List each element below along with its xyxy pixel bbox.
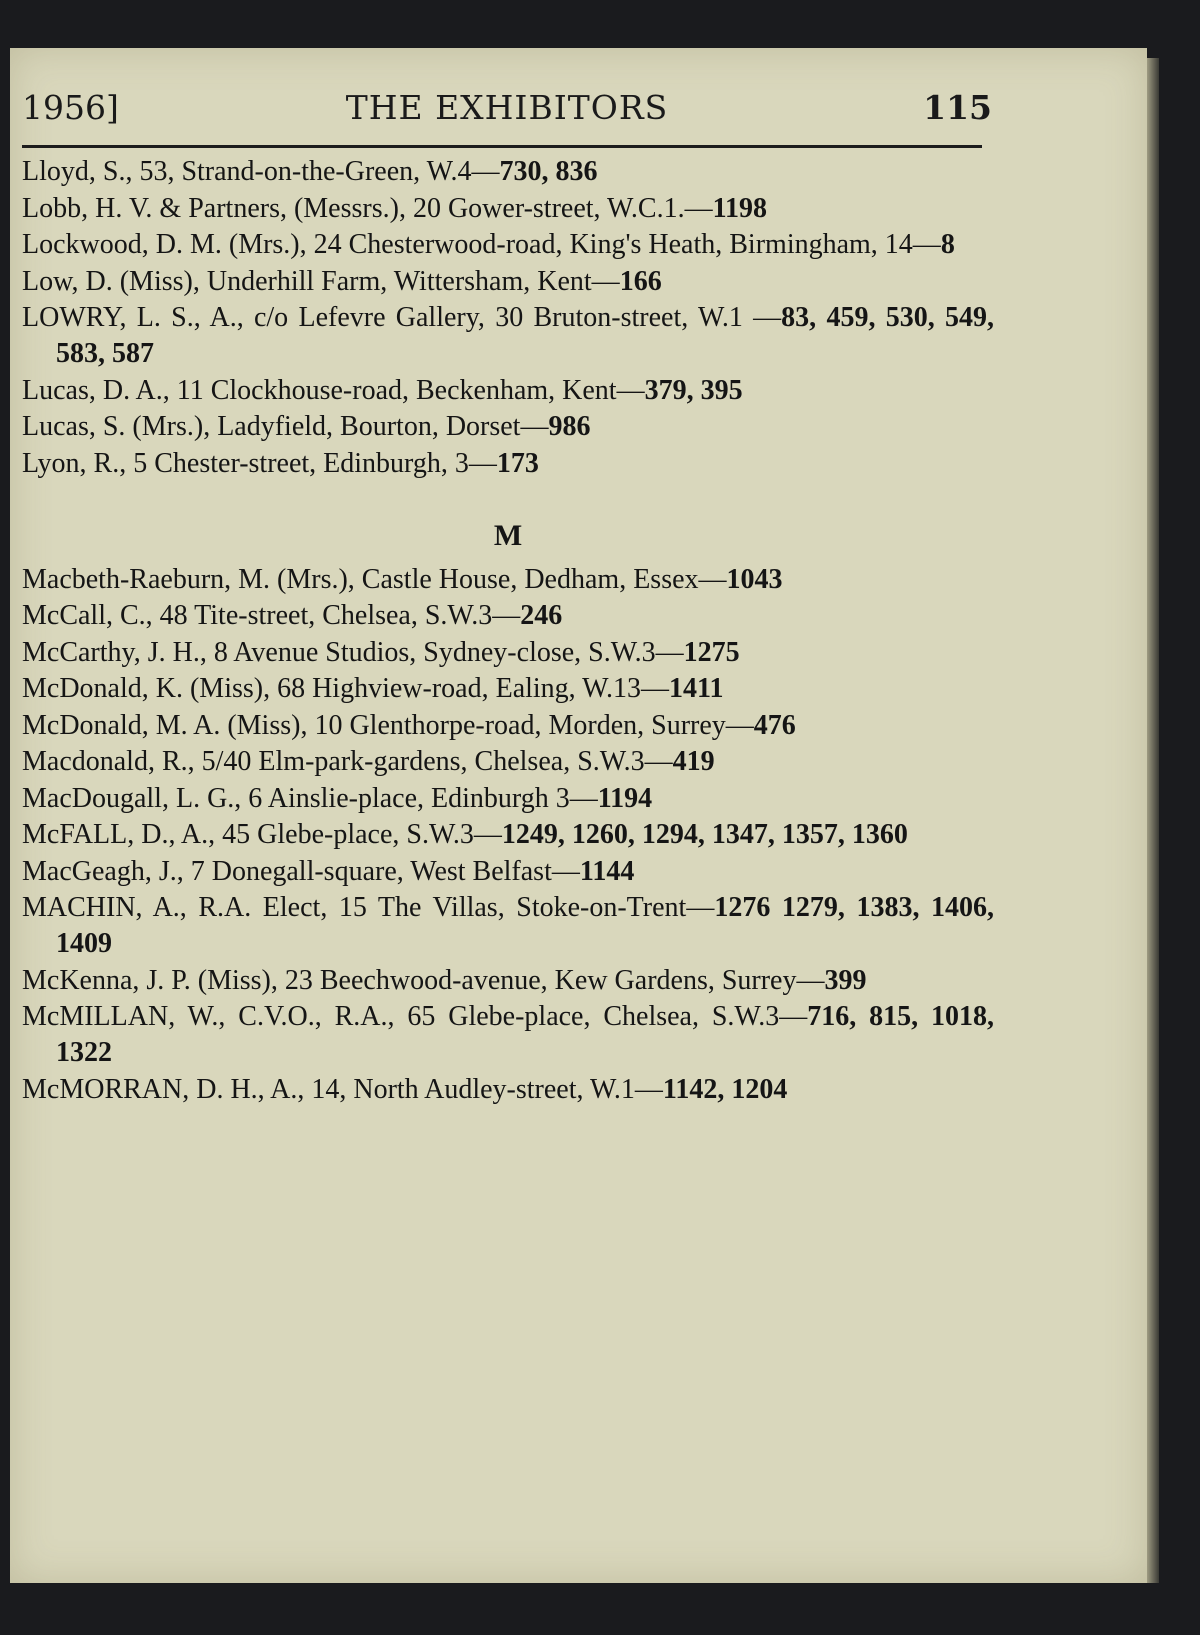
exhibitor-entry [22,708,994,744]
header-year: 1956] [22,88,119,127]
entry-text: McCall, C., 48 Tite-street, Chelsea, S.W.3— [22,600,521,631]
exhibitor-entry [22,409,994,445]
entry-numbers: 166 [619,265,662,297]
entries-l [22,154,994,482]
header-rule [22,145,982,148]
exhibitor-entry [22,191,994,227]
entry-text: McDonald, M. A. (Miss), 10 Glenthorpe-road, Morden, Surrey— [22,709,754,741]
entry-text: Lucas, S. (Mrs.), Ladyfield, Bourton, Dorset— [22,411,549,442]
entry-text: MACHIN, A., R.A. Elect, 15 The Villas, Stoke-on-Trent— [22,892,715,923]
entry-text: Lloyd, S., 53, Strand-on-the-Green, W.4— [22,156,500,187]
exhibitor-entry [22,963,994,999]
entry-text: Lucas, D. A., 11 Clockhouse-road, Beckenham, Kent— [22,374,645,406]
exhibitor-entry [22,1072,994,1108]
entry-text: McFALL, D., A., 45 Glebe-place, S.W.3— [22,819,502,850]
entry-numbers: 1276 1279, 1383, 1406, 1409 [56,892,995,959]
exhibitor-entry [22,598,994,634]
entry-numbers: 1275 [683,636,740,668]
entry-text: McMORRAN, D. H., A., 14, North Audley-street, W.1— [22,1073,663,1105]
entry-text: McCarthy, J. H., 8 Avenue Studios, Sydney-close, S.W.3— [22,636,684,668]
exhibitor-entry [22,227,994,263]
entry-numbers: 246 [520,600,563,631]
entry-numbers: 1194 [597,782,653,814]
entry-text: Lockwood, D. M. (Mrs.), 24 Chesterwood-road, King's Heath, Birmingham, 14— [22,229,941,260]
entry-text: Macdonald, R., 5/40 Elm-park-gardens, Chelsea, S.W.3— [22,746,673,777]
exhibitor-entry [22,744,994,780]
entry-numbers: 1249, 1260, 1294, 1347, 1357, 1360 [501,819,908,850]
entry-text: Lobb, H. V. & Partners, (Messrs.), 20 Gower-street, W.C.1.— [22,192,713,224]
entry-text: McMILLAN, W., C.V.O., R.A., 65 Glebe-place, Chelsea, S.W.3— [22,1001,808,1032]
entry-text: McKenna, J. P. (Miss), 23 Beechwood-avenue, Kew Gardens, Surrey— [22,964,825,996]
entry-numbers: 1142, 1204 [662,1073,788,1105]
entries-m [22,562,994,1108]
exhibitor-entry [22,781,994,817]
entry-numbers: 1043 [726,563,783,595]
entry-numbers: 379, 395 [644,374,743,406]
entry-numbers: 1411 [669,673,724,704]
section-letter: M [493,518,523,552]
exhibitor-entry [22,999,994,1071]
exhibitor-entry [22,154,994,190]
entry-numbers: 476 [753,709,796,741]
exhibitor-entry [22,854,994,890]
exhibitor-list [22,154,994,1108]
entry-text: McDonald, K. (Miss), 68 Highview-road, Ealing, W.13— [22,673,670,704]
exhibitor-entry [22,264,994,300]
entry-numbers: 716, 815, 1018, 1322 [56,1001,994,1068]
entry-text: Macbeth-Raeburn, M. (Mrs.), Castle House, Dedham, Essex— [22,563,727,595]
entry-text: LOWRY, L. S., A., c/o Lefevre Gallery, 30 Bruton-street, W.1 — [22,302,782,333]
entry-text: Lyon, R., 5 Chester-street, Edinburgh, 3— [22,447,497,479]
entry-numbers: 1198 [712,192,768,224]
exhibitor-entry [22,817,994,853]
page-edge [1147,58,1159,1583]
entry-numbers: 399 [824,964,867,996]
entry-numbers: 419 [672,746,715,777]
entry-numbers: 1144 [579,855,635,887]
exhibitor-entry [22,446,994,482]
entry-text: MacDougall, L. G., 6 Ainslie-place, Edinburgh 3— [22,782,598,814]
exhibitor-entry [22,890,994,962]
exhibitor-entry [22,635,994,671]
running-header [22,88,992,132]
entry-numbers: 986 [548,411,591,442]
exhibitor-entry [22,562,994,598]
entry-numbers: 173 [496,447,539,479]
exhibitor-entry [22,671,994,707]
exhibitor-entry [22,373,994,409]
exhibitor-entry [22,300,994,372]
entry-text: MacGeagh, J., 7 Donegall-square, West Belfast— [22,855,580,887]
header-title: THE EXHIBITORS [345,88,669,127]
entry-text: Low, D. (Miss), Underhill Farm, Wittersham, Kent— [22,265,620,297]
entry-numbers: 83, 459, 530, 549, 583, 587 [56,302,995,369]
entry-numbers: 730, 836 [499,156,598,187]
page-number: 115 [923,88,992,127]
entry-numbers: 8 [940,229,955,260]
